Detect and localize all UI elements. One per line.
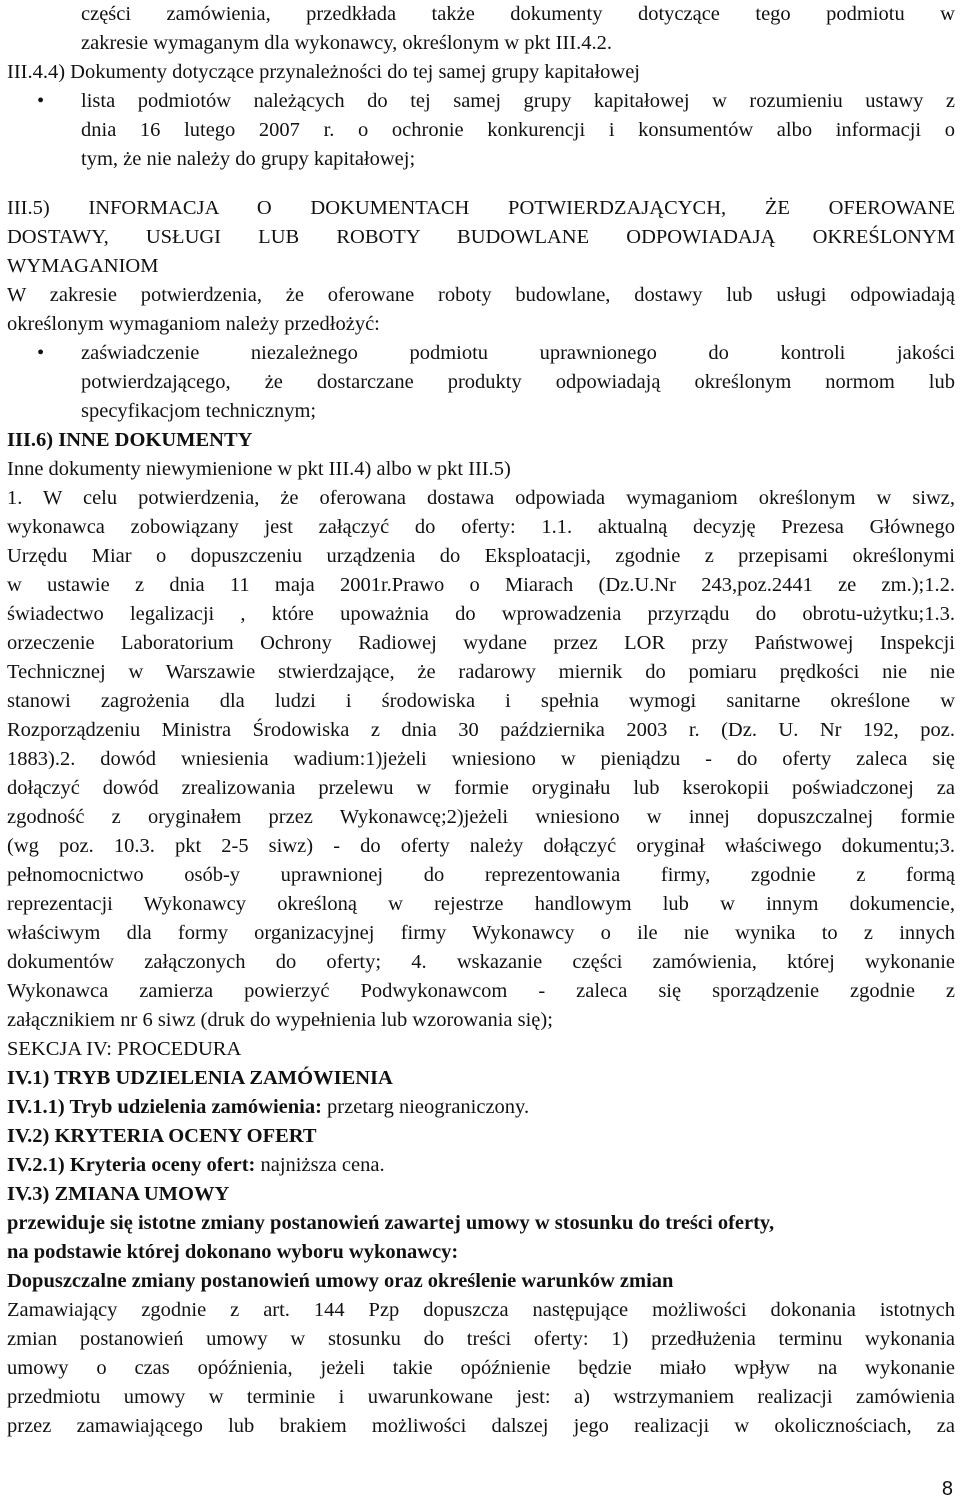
text-line: 1883).2. dowód wniesienia wadium:1)jeżeli wniesiono w pieniądzu - do oferty zaleca się <box>7 748 955 770</box>
text-line: właściwym dla formy organizacyjnej firmy Wykonawcy o ile nie wynika to z innych <box>7 922 955 944</box>
bullet-icon: • <box>37 342 45 364</box>
text-line: specyfikacjom technicznym; <box>81 400 317 422</box>
paragraph <box>7 484 955 1006</box>
text-line: określonym wymaganiom należy przedłożyć: <box>7 313 380 335</box>
field-label: IV.2.1) Kryteria oceny ofert: <box>7 1154 256 1176</box>
list-item <box>7 87 955 116</box>
text-line: reprezentacji Wykonawcy określoną w rejestrze handlowym lub w innym dokumencie, <box>7 893 955 915</box>
section-heading-iii6: III.6) INNE DOKUMENTY <box>7 429 253 451</box>
evaluation-criteria <box>7 1151 955 1180</box>
section-iv <box>7 1035 955 1441</box>
text-line: zmian postanowień umowy w stosunku do treści oferty: 1) przedłużenia terminu wykonania <box>7 1328 955 1350</box>
document-page <box>7 0 955 1441</box>
text-line: (wg poz. 10.3. pkt 2-5 siwz) - do oferty należy dołączyć oryginał właściwego dokumentu;3. <box>7 835 955 857</box>
text-line: pełnomocnictwo osób-y uprawnionej do reprezentowania firmy, zgodnie z formą <box>7 864 955 886</box>
text-line: przedmiotu umowy w terminie i uwarunkowane jest: a) wstrzymaniem realizacji zamówienia <box>7 1386 955 1408</box>
list-item <box>7 339 955 368</box>
section-title: SEKCJA IV: PROCEDURA <box>7 1038 242 1060</box>
text-line: Wykonawca zamierza powierzyć Podwykonawcom - zaleca się sporządzenie zgodnie z <box>7 980 955 1002</box>
text-line: umowy o czas opóźnienia, jeżeli takie opóźnienie będzie miało wpływ na wykonanie <box>7 1357 955 1379</box>
section-heading-iv2: IV.2) KRYTERIA OCENY OFERT <box>7 1125 317 1147</box>
section-heading-iv1: IV.1) TRYB UDZIELENIA ZAMÓWIENIA <box>7 1067 393 1089</box>
field-value: przetarg nieograniczony. <box>321 1096 530 1118</box>
spacer <box>7 174 955 194</box>
section-iii5 <box>7 194 955 426</box>
text-line: zgodność z oryginałem przez Wykonawcę;2)jeżeli wniesiono w innej dopuszczalnej formie <box>7 806 955 828</box>
bold-text-line: na podstawie której dokonano wyboru wykonawcy: <box>7 1241 459 1263</box>
field-label: IV.1.1) Tryb udzielenia zamówienia: <box>7 1096 322 1118</box>
text-line: przez zamawiającego lub brakiem możliwości dalszej jego realizacji w okolicznościach, za <box>7 1415 955 1437</box>
section-heading-iv3: IV.3) ZMIANA UMOWY <box>7 1183 230 1205</box>
text-line: orzeczenie Laboratorium Ochrony Radiowej wydane przez LOR przy Państwowej Inspekcji <box>7 632 955 654</box>
text-line: dokumentów załączonych do oferty; 4. wskazanie części zamówienia, której wykonanie <box>7 951 955 973</box>
text-line: potwierdzającego, że dostarczane produkty odpowiadają określonym normom lub <box>81 371 955 393</box>
procedure-mode <box>7 1093 955 1122</box>
text-line: W zakresie potwierdzenia, że oferowane roboty budowlane, dostawy lub usługi odpowiadają <box>7 284 955 306</box>
text-line: Technicznej w Warszawie stwierdzające, że radarowy miernik do pomiaru prędkości nie nie <box>7 661 955 683</box>
page-number: 8 <box>941 1478 953 1500</box>
text-line: Zamawiający zgodnie z art. 144 Pzp dopuszcza następujące możliwości dokonania istotnych <box>7 1299 955 1321</box>
text-line: tym, że nie należy do grupy kapitałowej; <box>81 148 416 170</box>
text-line: Urzędu Miar o dopuszczeniu urządzenia do Eksploatacji, zgodnie z przepisami określonymi <box>7 545 955 567</box>
text-line: wykonawca zobowiązany jest załączyć do oferty: 1.1. aktualną decyzję Prezesa Głównego <box>7 516 955 538</box>
list-item-text: zaświadczenie niezależnego podmiotu uprawnionego do kontroli jakości <box>81 342 955 364</box>
text-line: części zamówienia, przedkłada także dokumenty dotyczące tego podmiotu w <box>81 3 955 25</box>
intro-block <box>7 0 955 174</box>
bold-text-line: przewiduje się istotne zmiany postanowień zawartej umowy w stosunku do treści oferty, <box>7 1212 775 1234</box>
bold-text-line: Dopuszczalne zmiany postanowień umowy oraz określenie warunków zmian <box>7 1270 674 1292</box>
section-heading-iii44: III.4.4) Dokumenty dotyczące przynależności do tej samej grupy kapitałowej <box>7 61 640 83</box>
subheading: Inne dokumenty niewymienione w pkt III.4) albo w pkt III.5) <box>7 458 511 480</box>
bullet-icon: • <box>37 90 45 112</box>
text-line: świadectwo legalizacji , które upoważnia do wprowadzenia przyrządu do obrotu-użytku;1.3. <box>7 603 955 625</box>
list-item-text: lista podmiotów należących do tej samej grupy kapitałowej w rozumieniu ustawy z <box>81 90 955 112</box>
paragraph <box>7 1296 955 1441</box>
field-value: najniższa cena. <box>255 1154 385 1176</box>
section-iii6 <box>7 426 955 1035</box>
text-line: załącznikiem nr 6 siwz (druk do wypełnienia lub wzorowania się); <box>7 1009 553 1031</box>
text-line: 1. W celu potwierdzenia, że oferowana dostawa odpowiada wymaganiom określonym w siwz, <box>7 487 955 509</box>
section-heading-iii5: DOSTAWY, USŁUGI LUB ROBOTY BUDOWLANE ODPOWIADAJĄ OKREŚLONYM <box>7 226 955 248</box>
section-heading-iii5: WYMAGANIOM <box>7 255 159 277</box>
text-line: dołączyć dowód zrealizowania przelewu w formie oryginału lub kserokopii poświadczonej za <box>7 777 955 799</box>
text-line: zakresie wymaganym dla wykonawcy, określonym w pkt III.4.2. <box>81 32 612 54</box>
text-line: stanowi zagrożenia dla ludzi i środowiska i spełnia wymogi sanitarne określone w <box>7 690 955 712</box>
text-line: dnia 16 lutego 2007 r. o ochronie konkurencji i konsumentów albo informacji o <box>81 119 955 141</box>
section-heading-iii5: III.5) INFORMACJA O DOKUMENTACH POTWIERDZAJĄCYCH, ŻE OFEROWANE <box>7 197 955 219</box>
text-line: w ustawie z dnia 11 maja 2001r.Prawo o Miarach (Dz.U.Nr 243,poz.2441 ze zm.);1.2. <box>7 574 955 596</box>
text-line: Rozporządzeniu Ministra Środowiska z dnia 30 października 2003 r. (Dz. U. Nr 192, poz. <box>7 719 955 741</box>
